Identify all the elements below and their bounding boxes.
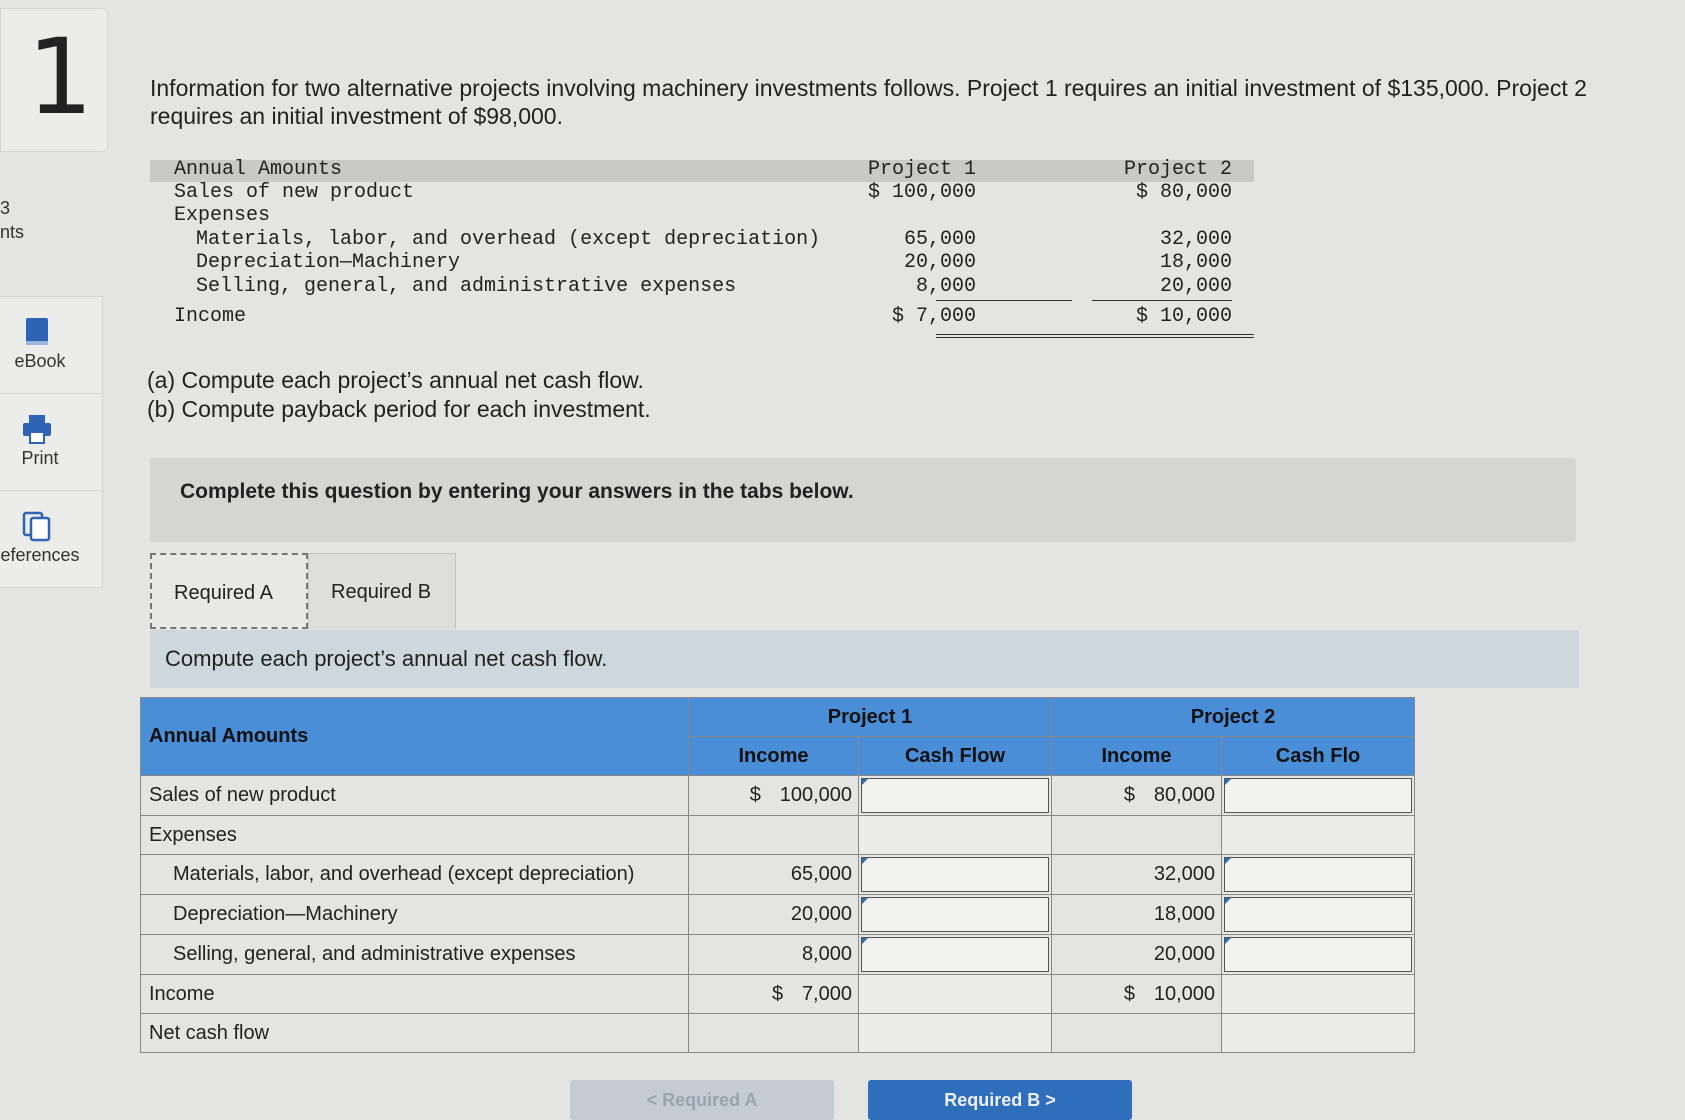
given-row <box>150 305 1254 329</box>
sidebar-label-print: Print <box>21 448 59 468</box>
given-label: Depreciation—Machinery <box>196 251 461 274</box>
table-row <box>141 816 1415 855</box>
answer-project2-header: Project 2 <box>1052 698 1415 737</box>
currency-sign: $ <box>1123 982 1135 1005</box>
sidebar-item-ebook[interactable] <box>0 297 102 394</box>
given-p2: $ 10,000 <box>1135 305 1232 328</box>
p2-cashflow-input[interactable] <box>1224 857 1412 892</box>
p1-cashflow-input[interactable] <box>861 857 1049 892</box>
answer-table <box>140 697 1415 1053</box>
p2-cashflow-cell <box>1222 1014 1415 1053</box>
p1-cashflow-input[interactable] <box>861 937 1049 972</box>
p2-cashflow-input[interactable] <box>1224 897 1412 932</box>
row-label: Materials, labor, and overhead (except depreciation) <box>141 855 689 895</box>
given-header-label: Annual Amounts <box>174 158 343 181</box>
sidebar-item-references[interactable] <box>0 491 102 587</box>
table-row <box>141 895 1415 935</box>
given-subtotal-rule <box>936 300 1072 301</box>
p2-income: 20,000 <box>1052 935 1222 975</box>
given-row <box>150 181 1254 205</box>
p1-cashflow-cell <box>859 975 1052 1014</box>
question-number-box <box>0 8 108 152</box>
given-p1: $ 7,000 <box>891 305 976 328</box>
p1-income: 20,000 <box>689 895 859 935</box>
given-p2: 18,000 <box>1159 251 1232 274</box>
p1-income: 8,000 <box>689 935 859 975</box>
given-row <box>150 228 1254 252</box>
p2-income <box>1052 1014 1222 1053</box>
points-text: nts <box>0 222 25 242</box>
table-row <box>141 776 1415 816</box>
tab-required-b[interactable]: Required B <box>308 553 456 629</box>
given-label: Expenses <box>174 204 271 227</box>
prev-required-a-button[interactable]: < Required A <box>570 1080 834 1120</box>
p1-cashflow-cell <box>859 855 1052 895</box>
given-header-project2: Project 2 <box>1123 158 1232 181</box>
p1-cashflow-cell <box>859 1014 1052 1053</box>
book-icon <box>20 315 54 349</box>
given-p2: 32,000 <box>1159 228 1232 251</box>
p2-income <box>1052 776 1222 816</box>
question-parts <box>147 366 651 424</box>
question-part-a: (a) Compute each project’s annual net cash flow. <box>147 367 644 393</box>
p2-cashflow-cell <box>1222 776 1415 816</box>
given-total-rule <box>936 334 1254 335</box>
row-label: Expenses <box>141 816 689 855</box>
p2-income: 18,000 <box>1052 895 1222 935</box>
tab-subheader-text: Compute each project’s annual net cash flow. <box>165 646 608 671</box>
row-label: Net cash flow <box>141 1014 689 1053</box>
p1-income <box>689 975 859 1014</box>
p1-cashflow-cell <box>859 816 1052 855</box>
question-part-b: (b) Compute payback period for each investment. <box>147 396 651 422</box>
given-header-row <box>150 158 1254 182</box>
given-label: Selling, general, and administrative expenses <box>196 275 737 298</box>
given-row <box>150 251 1254 275</box>
p1-cashflow-cell <box>859 776 1052 816</box>
given-header-project1: Project 1 <box>867 158 976 181</box>
given-p1: 20,000 <box>903 251 976 274</box>
table-row <box>141 1014 1415 1053</box>
table-row <box>141 855 1415 895</box>
given-p1: $ 100,000 <box>867 181 976 204</box>
instructions-bar <box>150 458 1576 542</box>
p2-cashflow-cell <box>1222 855 1415 895</box>
p1-cashflow-cell <box>859 895 1052 935</box>
row-label: Sales of new product <box>141 776 689 816</box>
p2-income-value: 80,000 <box>1153 784 1215 806</box>
p2-income <box>1052 816 1222 855</box>
answer-p2-cashflow-header: Cash Flo <box>1222 737 1415 776</box>
sidebar <box>0 296 103 588</box>
given-p2: $ 80,000 <box>1135 181 1232 204</box>
p1-income <box>689 776 859 816</box>
tab-required-a[interactable]: Required A <box>150 553 308 629</box>
p2-cashflow-cell <box>1222 935 1415 975</box>
tab-subheader <box>150 630 1579 688</box>
p2-cashflow-input[interactable] <box>1224 778 1412 813</box>
p1-income-value: 7,000 <box>801 982 852 1005</box>
answer-p1-income-header: Income <box>689 737 859 776</box>
answer-header-row <box>141 698 1415 737</box>
answer-project1-header: Project 1 <box>689 698 1052 737</box>
given-p2: 20,000 <box>1159 275 1232 298</box>
p1-income <box>689 816 859 855</box>
p1-income <box>689 1014 859 1053</box>
p2-cashflow-cell <box>1222 816 1415 855</box>
row-label: Income <box>141 975 689 1014</box>
p1-income: 65,000 <box>689 855 859 895</box>
given-total-rule <box>936 337 1254 338</box>
p1-income-value: 100,000 <box>779 784 852 806</box>
given-label: Sales of new product <box>174 181 415 204</box>
p2-income-value: 10,000 <box>1153 982 1215 1005</box>
p1-cashflow-input[interactable] <box>861 897 1049 932</box>
currency-sign: $ <box>749 784 761 806</box>
question-number: 1 <box>27 16 94 138</box>
problem-intro: Information for two alternative projects involving machinery investments follows. Project 1 requires an initial investment of $135,000. Project 2 requires an initial investment of $98,000. <box>150 75 1587 129</box>
sidebar-label-ebook: eBook <box>14 351 66 371</box>
given-label: Income <box>174 305 247 328</box>
points-label <box>0 196 24 244</box>
answer-p2-income-header: Income <box>1052 737 1222 776</box>
p1-cashflow-cell <box>859 935 1052 975</box>
given-p1: 65,000 <box>903 228 976 251</box>
instructions-text: Complete this question by entering your answers in the tabs below. <box>180 480 854 503</box>
table-row <box>141 935 1415 975</box>
given-row <box>150 275 1254 299</box>
answer-p1-cashflow-header: Cash Flow <box>859 737 1052 776</box>
given-row <box>150 204 1254 228</box>
next-required-b-button[interactable]: Required B > <box>868 1080 1132 1120</box>
given-p1: 8,000 <box>915 275 976 298</box>
answer-col-label: Annual Amounts <box>141 698 689 776</box>
p2-cashflow-input[interactable] <box>1224 937 1412 972</box>
row-label: Depreciation—Machinery <box>141 895 689 935</box>
given-label: Materials, labor, and overhead (except depreciation) <box>196 228 821 251</box>
currency-sign: $ <box>771 982 784 1005</box>
p2-cashflow-cell <box>1222 975 1415 1014</box>
row-label: Selling, general, and administrative expenses <box>141 935 689 975</box>
p1-cashflow-input[interactable] <box>861 778 1049 813</box>
points-value: 3 <box>0 198 11 218</box>
p2-income <box>1052 975 1222 1014</box>
p2-cashflow-cell <box>1222 895 1415 935</box>
sidebar-label-references: eferences <box>0 545 80 565</box>
copy-icon <box>20 509 54 543</box>
printer-icon <box>20 412 54 446</box>
sidebar-item-print[interactable] <box>0 394 102 491</box>
p2-income: 32,000 <box>1052 855 1222 895</box>
given-subtotal-rule <box>1092 300 1232 301</box>
table-row <box>141 975 1415 1014</box>
currency-sign: $ <box>1123 784 1135 806</box>
